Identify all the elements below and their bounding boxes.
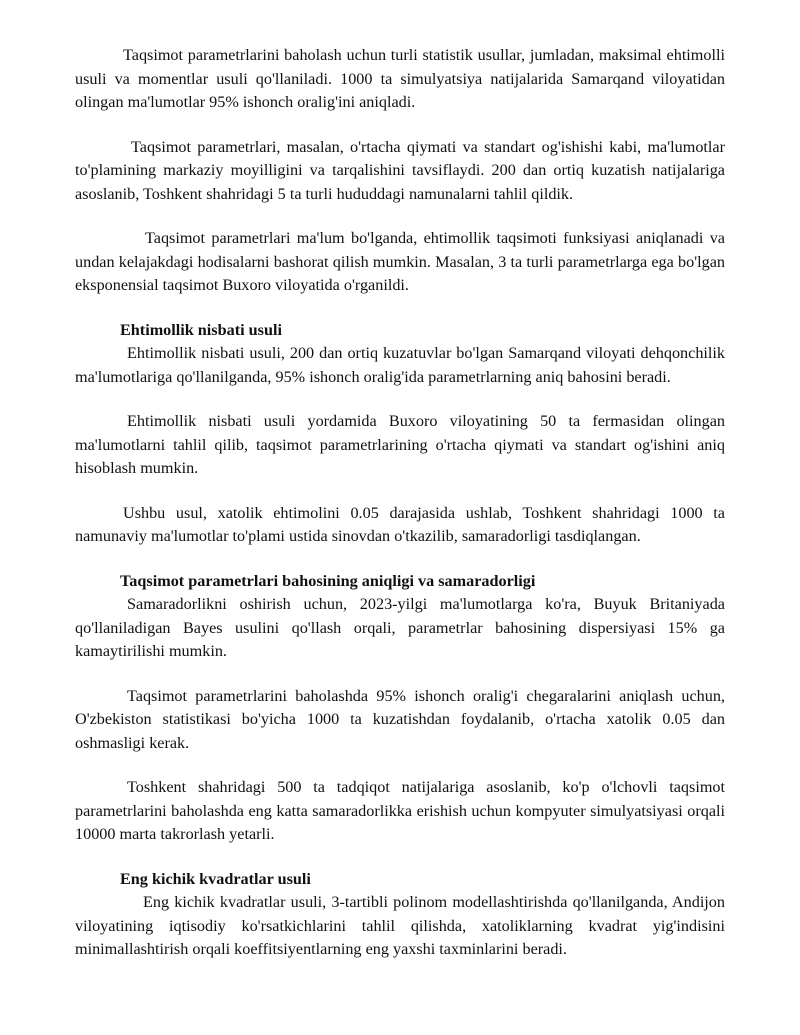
paragraph-confidence-interval: Taqsimot parametrlarini baholashda 95% ishonch oralig'i chegaralarini aniqlash uchun, O'zbekiston statistikasi bo'yicha 1000 ta kuzatishdan foydalanib, o'rtacha xatolik 0.05 dan oshmasligi kerak. [75,686,725,752]
paragraph-probability-function: Taqsimot parametrlari ma'lum bo'lganda, ehtimollik taqsimoti funksiyasi aniqlanadi va undan kelajakdagi hodisalarni bashorat qilish mumkin. Masalan, 3 ta turli parametrlarga ega bo'lgan eksponensial taqsimot Buxoro viloyatida o'rganildi. [75,229,725,294]
paragraph-likelihood-buxoro: Ehtimollik nisbati usuli yordamida Buxoro viloyatining 50 ta fermasidan olingan ma'lumotlarni tahlil qilib, taqsimot parametrlarining o'rtacha qiymati va standart og'ishini aniq hisoblash mumkin. [75,412,725,477]
section-heading-least-squares: Eng kichik kvadratlar usuli [120,869,311,888]
paragraph-simulation-repeats: Toshkent shahridagi 500 ta tadqiqot natijalariga asoslanib, ko'p o'lchovli taqsimot parametrlarini baholashda eng katta samaradorlikka erishish uchun kompyuter simulyatsiyasi orqali 10000 marta takrorlash yetarli. [75,778,725,843]
paragraph-least-squares-andijon: Eng kichik kvadratlar usuli, 3-tartibli polinom modellashtirishda qo'llanilganda, Andijon viloyatining iqtisodiy ko'rsatkichlarini tahlil qilishda, xatoliklarning kvadrat yig'indisini minimallashtirish orqali koeffitsiyentlarning eng yaxshi taxminlarini beradi. [75,893,725,958]
section-heading-accuracy-efficiency: Taqsimot parametrlari bahosining aniqligi va samaradorligi [120,571,536,590]
paragraph-likelihood-toshkent: Ushbu usul, xatolik ehtimolini 0.05 darajasida ushlab, Toshkent shahridagi 1000 ta namunaviy ma'lumotlar to'plami ustida sinovdan o'tkazilib, samaradorligi tasdiqlangan. [75,503,725,545]
section-heading-likelihood-ratio: Ehtimollik nisbati usuli [120,320,282,339]
paragraph-intro-methods: Taqsimot parametrlarini baholash uchun turli statistik usullar, jumladan, maksimal ehtimolli usuli va momentlar usuli qo'llaniladi. 1000 ta simulyatsiya natijalarida Samarqand viloyatidan olingan ma'lumotlar 95% ishonch oralig'ini aniqladi. [75,46,725,111]
paragraph-distribution-parameters: Taqsimot parametrlari, masalan, o'rtacha qiymati va standart og'ishishi kabi, ma'lumotlar to'plamining markaziy moyilligini va tarqalishini tavsiflaydi. 200 dan ortiq kuzatish natijalariga asoslanib, Toshkent shahridagi 5 ta turli hududdagi namunalarni tahlil qildik. [75,137,725,203]
paragraph-likelihood-samarqand: Ehtimollik nisbati usuli, 200 dan ortiq kuzatuvlar bo'lgan Samarqand viloyati dehqonchilik ma'lumotlariga qo'llanilganda, 95% ishonch oralig'ida parametrlarning aniq bahosini beradi. [75,344,725,386]
paragraph-bayes-method: Samaradorlikni oshirish uchun, 2023-yilgi ma'lumotlarga ko'ra, Buyuk Britaniyada qo'llaniladigan Bayes usulini qo'llash orqali, parametrlar bahosining dispersiyasi 15% ga kamaytirilishi mumkin. [75,595,725,660]
